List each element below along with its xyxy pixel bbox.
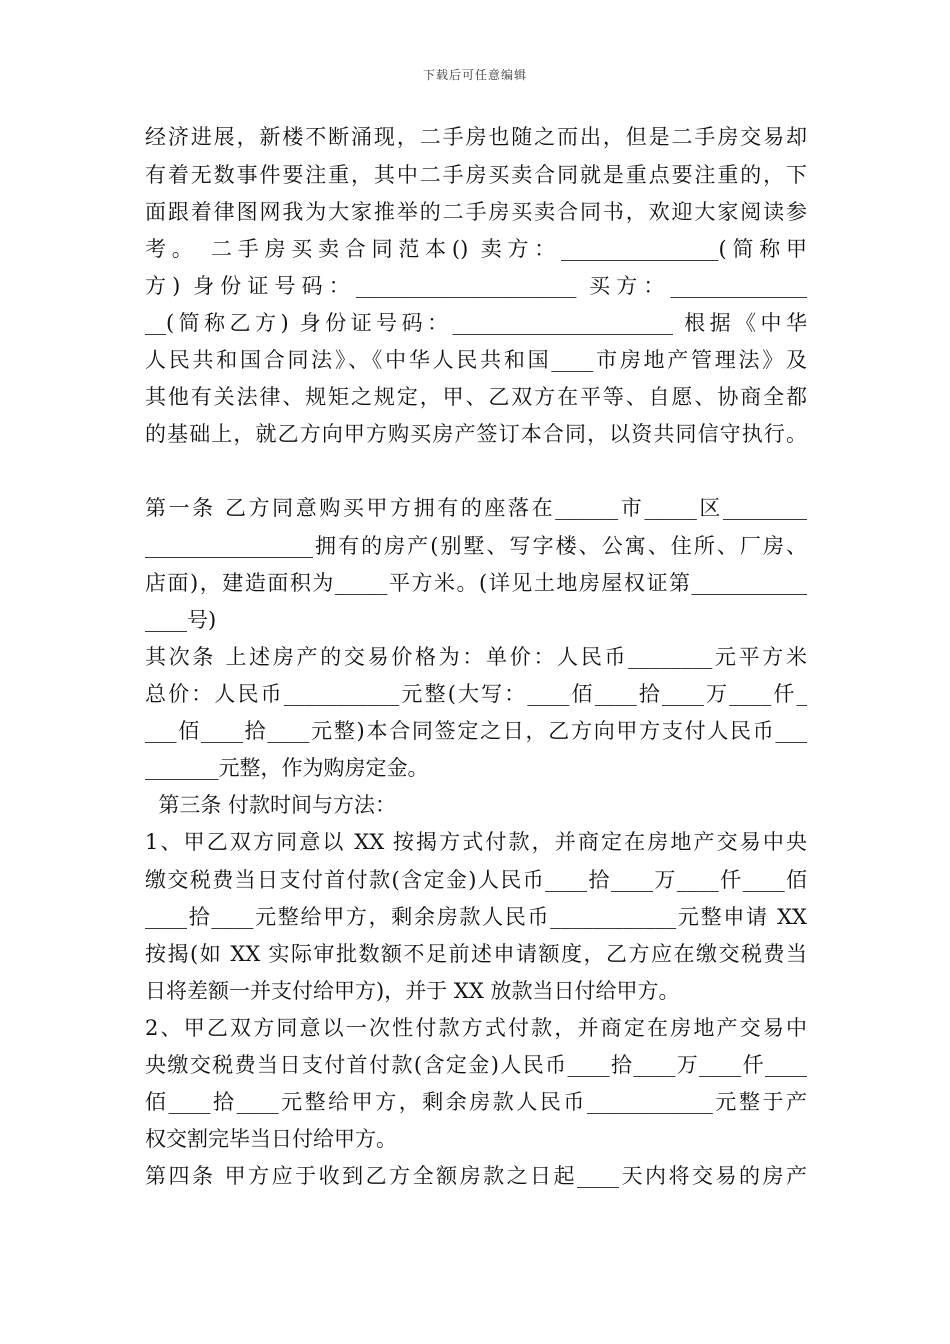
body-line: 权交割完毕当日付给甲方。 [145, 1127, 397, 1151]
body-line: 2、甲乙双方同意以一次性付款方式付款，并商定在房地产交易中 [145, 1016, 807, 1040]
body-line: ____号) [145, 608, 217, 632]
body-line: 有着无数事件要注重，其中二手房买卖合同就是重点要注重的，下 [145, 163, 807, 187]
body-line: 面跟着律图网我为大家推举的二手房买卖合同书，欢迎大家阅读参 [145, 200, 807, 224]
body-line: 第一条 乙方同意购买甲方拥有的座落在______市_____区________ [145, 496, 807, 520]
body-line: _______元整，作为购房定金。 [145, 756, 429, 780]
body-line: 的基础上，就乙方向甲方购买房产签订本合同，以资共同信守执行。 [145, 422, 807, 446]
body-line: 人民共和国合同法》、《中华人民共和国____市房地产管理法》及 [145, 348, 807, 372]
body-line: 佰____拾____元整给甲方，剩余房款人民币____________元整于产 [145, 1090, 807, 1114]
body-line: __(简称乙方) 身份证号码：_____________________ 根据《中华 [145, 311, 807, 335]
body-line: 其他有关法律、规矩之规定，甲、乙双方在平等、自愿、协商全都 [145, 385, 807, 409]
body-line: ___佰____拾____元整)本合同签定之日，乙方向甲方支付人民币___ [145, 719, 807, 743]
body-line: ____拾____元整给甲方，剩余房款人民币____________元整申请 XX [145, 905, 807, 929]
body-line: 第四条 甲方应于收到乙方全额房款之日起____天内将交易的房产 [145, 1164, 807, 1188]
body-line: 店面)，建造面积为_____平方米。(详见土地房屋权证第___________ [145, 571, 807, 595]
body-line: 其次条 上述房产的交易价格为：单价：人民币________元平方米 [145, 645, 807, 669]
body-line: 缴交税费当日支付首付款(含定金)人民币____拾____万____仟____佰 [145, 868, 807, 892]
body-line: 经济进展，新楼不断涌现，二手房也随之而出，但是二手房交易却 [145, 125, 807, 149]
body-line: 方) 身份证号码：_____________________ 买方：_____________ [145, 274, 807, 298]
body-line: 第三条 付款时间与方法： [145, 793, 397, 817]
body-line: 总价：人民币___________元整(大写：____佰____拾____万____仟_ [145, 682, 807, 706]
body-line: 日将差额一并支付给甲方)，并于 XX 放款当日付给甲方。 [145, 979, 680, 1003]
body-line: ________________拥有的房产(别墅、写字楼、公寓、住所、厂房、 [145, 534, 807, 558]
body-line: 考。 二手房买卖合同范本() 卖方：_______________(简称甲 [145, 237, 807, 261]
body-line: 按揭(如 XX 实际审批数额不足前述申请额度，乙方应在缴交税费当 [145, 942, 807, 966]
body-line: 1、甲乙双方同意以 XX 按揭方式付款，并商定在房地产交易中央 [145, 830, 807, 854]
body-line: 央缴交税费当日支付首付款(含定金)人民币____拾____万____仟____ [145, 1053, 807, 1077]
page-header: 下载后可任意编辑 [422, 68, 527, 82]
